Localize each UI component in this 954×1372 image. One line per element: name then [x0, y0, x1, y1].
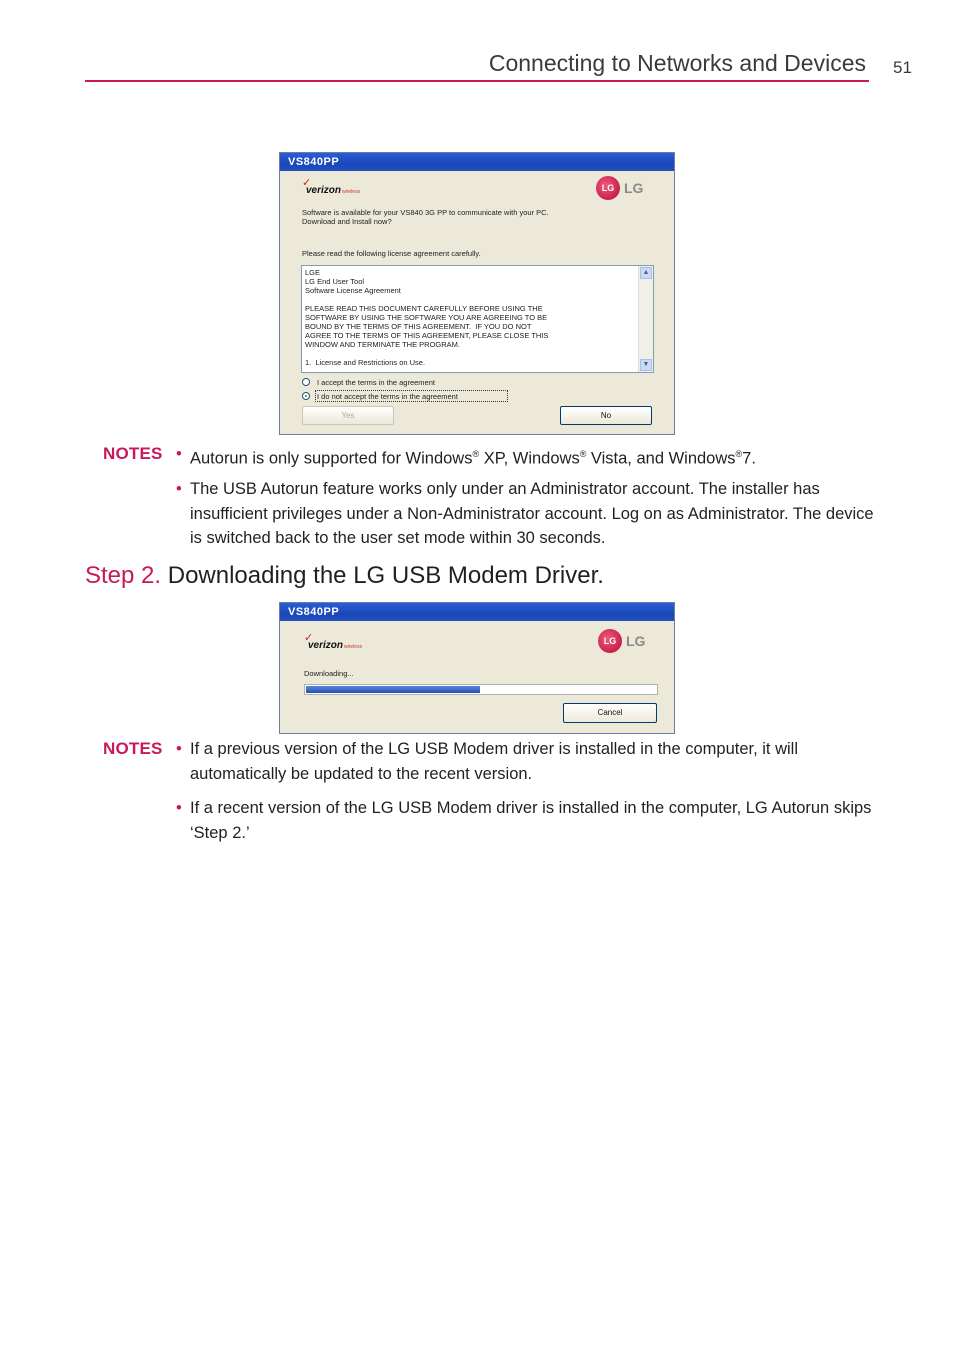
step-heading: Step 2. Downloading the LG USB Modem Driver. — [85, 562, 604, 589]
cancel-button[interactable]: Cancel — [563, 703, 657, 723]
note-item: • Autorun is only supported for Windows® XP, Windows® Vista, and Windows®7. — [176, 445, 756, 468]
yes-button[interactable]: Yes — [302, 406, 394, 425]
verizon-logo: ✓ verizonwireless — [302, 177, 361, 196]
download-status: Downloading... — [304, 669, 354, 678]
note-item: • The USB Autorun feature works only under an Administrator account. The installer has insufficient privileges under a Non-Administrator account. Log on as Administrator. The device is switched back to the user set mode within 30 seconds. — [176, 480, 874, 547]
dialog-title-bar: VS840PP — [280, 153, 674, 171]
accept-radio-label[interactable]: I accept the terms in the agreement — [317, 378, 435, 387]
notes-label: NOTES — [103, 739, 163, 758]
verizon-logo: ✓ verizonwireless — [304, 632, 363, 651]
decline-radio-label[interactable]: I do not accept the terms in the agreement — [317, 392, 458, 401]
verizon-check-icon: ✓ — [304, 632, 314, 644]
lg-face-icon: LG — [598, 629, 622, 653]
note-item: • If a recent version of the LG USB Modem driver is installed in the computer, LG Autorun skips ‘Step 2.’ — [176, 799, 872, 842]
progress-fill — [306, 686, 480, 693]
verizon-check-icon: ✓ — [302, 177, 312, 189]
license-textbox[interactable] — [301, 265, 654, 373]
license-dialog-screenshot — [279, 152, 675, 435]
lg-logo: LG LG — [596, 176, 643, 200]
notes-label: NOTES — [103, 444, 163, 463]
note-item: • If a previous version of the LG USB Modem driver is installed in the computer, it will automatically be updated to the recent version. — [176, 740, 799, 783]
scroll-down-icon[interactable]: ▼ — [640, 359, 652, 371]
license-text: LGE LG End User Tool Software License Agreement PLEASE READ THIS DOCUMENT CAREFULLY BEFORE USING THE SOFTWARE BY USING THE SOFTWARE YOU ARE AGREEING TO BE BOUND BY THE TERMS OF THIS AGREEMENT. IF YOU DO NOT AGREE TO THE TERMS OF THIS AGREEMENT, PLEASE CLOSE THIS WINDOW AND TERMINATE THE PROGRAM. 1. License and Restrictions on Use. — [305, 268, 549, 367]
install-prompt: Software is available for your VS840 3G PP to communicate with your PC. Download and Install now? — [302, 208, 549, 226]
scroll-up-icon[interactable]: ▲ — [640, 267, 652, 279]
read-prompt: Please read the following license agreement carefully. — [302, 249, 481, 258]
section-title: Connecting to Networks and Devices — [488, 50, 866, 76]
no-button[interactable]: No — [560, 406, 652, 425]
download-dialog-screenshot — [279, 602, 675, 734]
decline-radio[interactable] — [302, 392, 310, 400]
page-number: 51 — [893, 58, 912, 77]
lg-logo: LG LG — [598, 629, 645, 653]
header-rule — [85, 80, 869, 82]
accept-radio[interactable] — [302, 378, 310, 386]
dialog-title-bar: VS840PP — [280, 603, 674, 621]
download-progress-bar — [304, 684, 658, 695]
lg-face-icon: LG — [596, 176, 620, 200]
license-scrollbar[interactable] — [638, 266, 653, 372]
